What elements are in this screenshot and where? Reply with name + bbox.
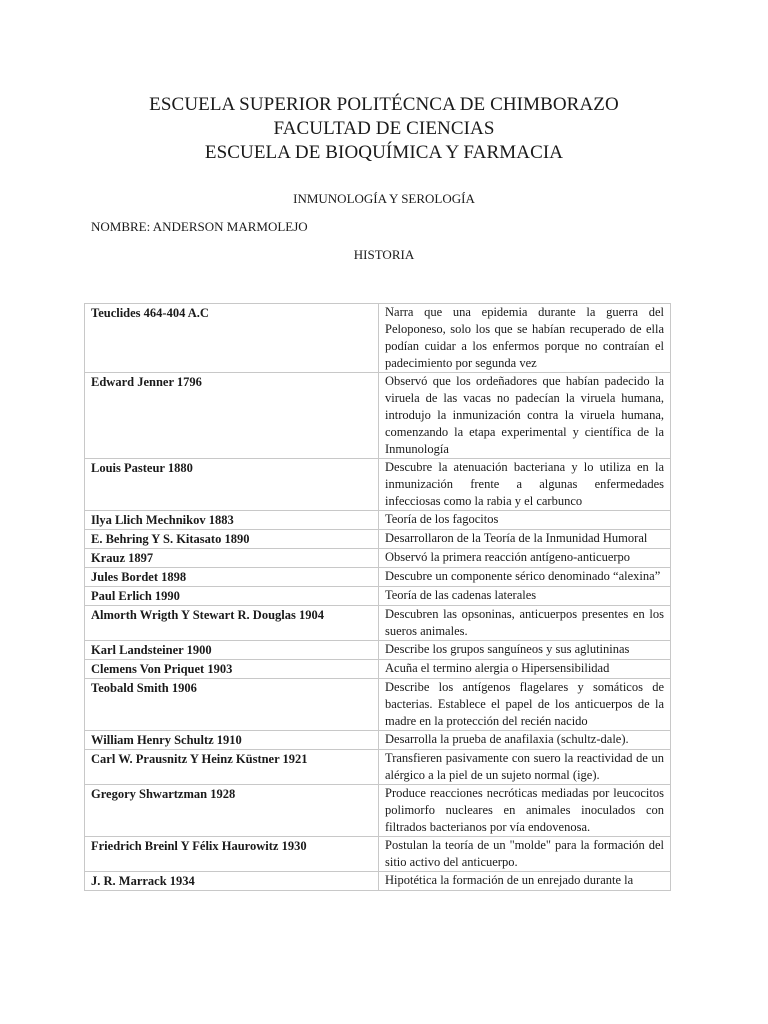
history-table-wrapper: [84, 303, 671, 891]
contribution-cell: Descubre un componente sérico denominado “alexina”: [379, 568, 671, 587]
contribution-cell: Teoría de los fagocitos: [379, 511, 671, 530]
scientist-cell: Jules Bordet 1898: [85, 568, 379, 587]
scientist-cell: Krauz 1897: [85, 549, 379, 568]
student-name: NOMBRE: ANDERSON MARMOLEJO: [91, 219, 308, 234]
section-title: HISTORIA: [353, 247, 415, 262]
scientist-cell: Paul Erlich 1990: [85, 587, 379, 606]
scientist-cell: Karl Landsteiner 1900: [85, 641, 379, 660]
table-row: [85, 750, 671, 785]
table-row: [85, 459, 671, 511]
contribution-cell: Produce reacciones necróticas mediadas por leucocitos polimorfo nucleares en animales inoculados con filtrados bacterianos por vía endovenosa.: [379, 785, 671, 837]
scientist-cell: Almorth Wrigth Y Stewart R. Douglas 1904: [85, 606, 379, 641]
scientist-cell: William Henry Schultz 1910: [85, 731, 379, 750]
contribution-cell: Narra que una epidemia durante la guerra del Peloponeso, solo los que se habían recuperado de ella podían cuidar a los enfermos porque no contraían el padecimiento por segunda vez: [379, 304, 671, 373]
table-row: [85, 679, 671, 731]
scientist-cell: E. Behring Y S. Kitasato 1890: [85, 530, 379, 549]
school-name: ESCUELA DE BIOQUÍMICA Y FARMACIA: [204, 142, 564, 163]
contribution-cell: Postulan la teoría de un "molde" para la formación del sitio activo del anticuerpo.: [379, 837, 671, 872]
table-row: [85, 304, 671, 373]
table-row: [85, 641, 671, 660]
table-row: [85, 549, 671, 568]
table-row: [85, 587, 671, 606]
contribution-cell: Observó que los ordeñadores que habían padecido la viruela de las vacas no padecían la viruela humana, introdujo la inmunización contra la viruela humana, comenzando la etapa experimental y científica de la Inmunología: [379, 373, 671, 459]
contribution-cell: Desarrollaron de la Teoría de la Inmunidad Humoral: [379, 530, 671, 549]
contribution-cell: Hipotética la formación de un enrejado durante la: [379, 872, 671, 891]
faculty-name: FACULTAD DE CIENCIAS: [273, 118, 495, 139]
scientist-cell: Edward Jenner 1796: [85, 373, 379, 459]
contribution-cell: Descubre la atenuación bacteriana y lo utiliza en la inmunización frente a algunas enfermedades infecciosas como la rabia y el carbunco: [379, 459, 671, 511]
table-row: [85, 511, 671, 530]
contribution-cell: Describe los grupos sanguíneos y sus aglutininas: [379, 641, 671, 660]
table-row: [85, 837, 671, 872]
scientist-cell: Clemens Von Priquet 1903: [85, 660, 379, 679]
institution-name: ESCUELA SUPERIOR POLITÉCNCA DE CHIMBORAZO: [149, 94, 619, 115]
scientist-cell: Louis Pasteur 1880: [85, 459, 379, 511]
table-row: [85, 606, 671, 641]
table-row: [85, 568, 671, 587]
contribution-cell: Transfieren pasivamente con suero la reactividad de un alérgico a la piel de un sujeto normal (ige).: [379, 750, 671, 785]
table-row: [85, 731, 671, 750]
scientist-cell: Carl W. Prausnitz Y Heinz Küstner 1921: [85, 750, 379, 785]
history-table-body: [85, 304, 671, 891]
table-row: [85, 373, 671, 459]
scientist-cell: Friedrich Breinl Y Félix Haurowitz 1930: [85, 837, 379, 872]
table-row: [85, 660, 671, 679]
subject-title: INMUNOLOGÍA Y SEROLOGÍA: [293, 191, 475, 206]
contribution-cell: Acuña el termino alergia o Hipersensibilidad: [379, 660, 671, 679]
contribution-cell: Desarrolla la prueba de anafilaxia (schultz-dale).: [379, 731, 671, 750]
table-row: [85, 785, 671, 837]
table-row: [85, 530, 671, 549]
scientist-cell: Ilya Llich Mechnikov 1883: [85, 511, 379, 530]
table-row: [85, 872, 671, 891]
history-table: [84, 303, 671, 891]
scientist-cell: Gregory Shwartzman 1928: [85, 785, 379, 837]
contribution-cell: Observó la primera reacción antígeno-anticuerpo: [379, 549, 671, 568]
contribution-cell: Descubren las opsoninas, anticuerpos presentes en los sueros animales.: [379, 606, 671, 641]
contribution-cell: Teoría de las cadenas laterales: [379, 587, 671, 606]
contribution-cell: Describe los antígenos flagelares y somáticos de bacterias. Establece el papel de los anticuerpos de la madre en la protección del recién nacido: [379, 679, 671, 731]
institution-header: [0, 93, 768, 165]
scientist-cell: Teuclides 464-404 A.C: [85, 304, 379, 373]
scientist-cell: J. R. Marrack 1934: [85, 872, 379, 891]
scientist-cell: Teobald Smith 1906: [85, 679, 379, 731]
